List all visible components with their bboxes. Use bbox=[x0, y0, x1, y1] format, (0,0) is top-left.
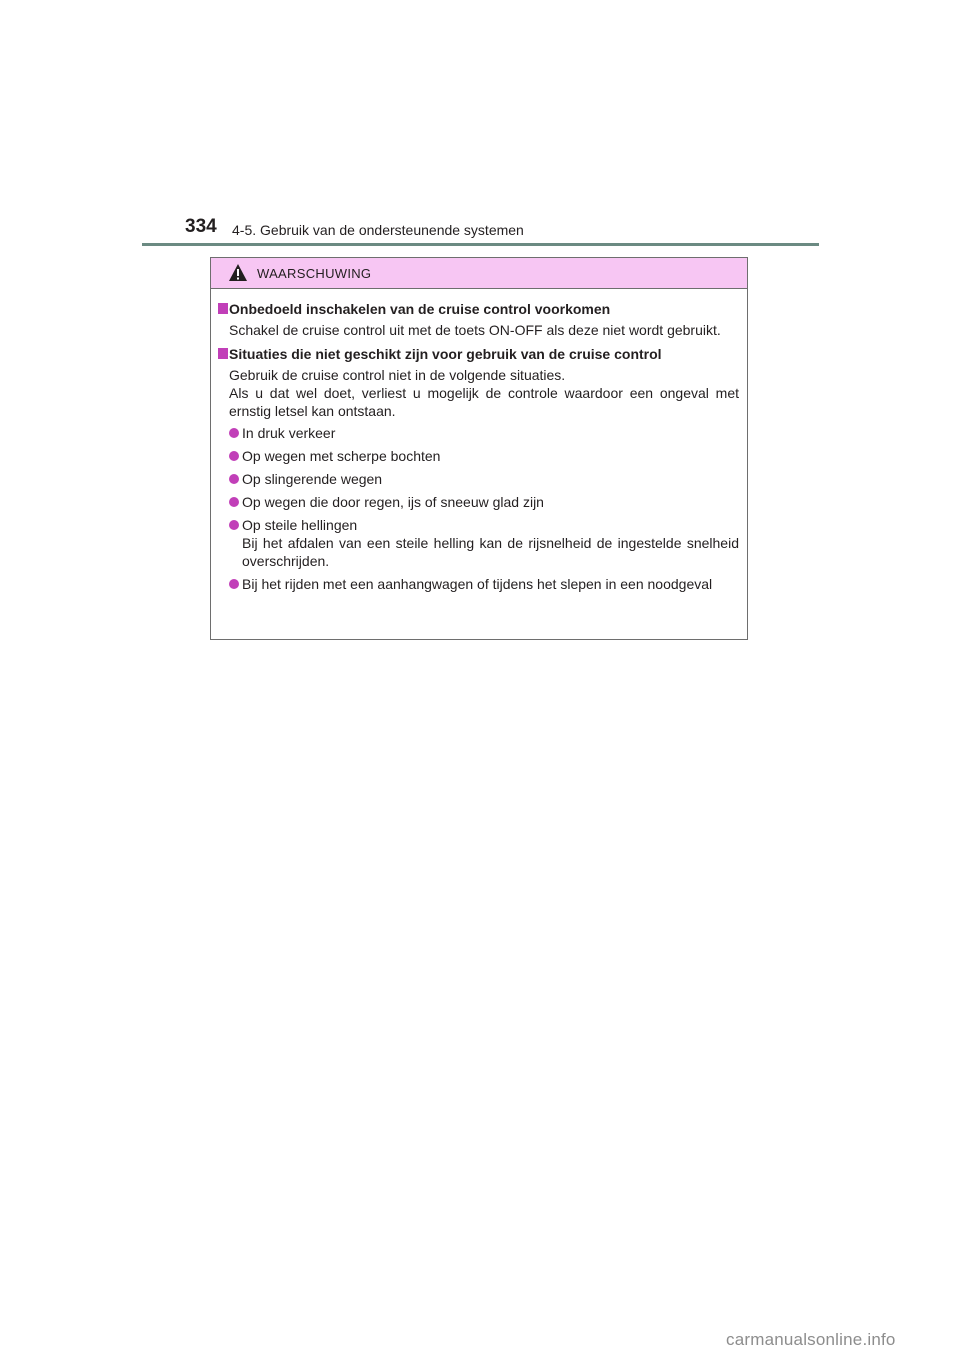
warning-box bbox=[210, 257, 748, 640]
warning-body bbox=[218, 300, 743, 599]
topic-text: Schakel de cruise control uit met de toets ON-OFF als deze niet wordt gebruikt. bbox=[229, 322, 721, 338]
topic-heading bbox=[229, 300, 743, 318]
warning-topic bbox=[218, 300, 743, 339]
topic-text-line: Als u dat wel doet, verliest u mogelijk de controle waardoor een ongeval met ernstig letsel kan ontstaan. bbox=[229, 385, 739, 419]
topic-heading-text: Onbedoeld inschakelen van de cruise control voorkomen bbox=[229, 301, 611, 317]
round-bullet-icon bbox=[229, 474, 239, 484]
list-item-text: Op slingerende wegen bbox=[242, 471, 383, 487]
header-divider bbox=[142, 243, 819, 246]
page-number: 334 bbox=[185, 216, 217, 237]
round-bullet-icon bbox=[229, 497, 239, 507]
topic-text-line: Gebruik de cruise control niet in de volgende situaties. bbox=[229, 367, 566, 383]
list-item-text: In druk verkeer bbox=[242, 425, 336, 441]
topic-heading-text: Situaties die niet geschikt zijn voor gebruik van de cruise control bbox=[229, 346, 662, 362]
list-item bbox=[229, 470, 743, 488]
bullet-list bbox=[229, 424, 743, 593]
round-bullet-icon bbox=[229, 520, 239, 530]
list-item bbox=[229, 575, 743, 593]
list-item bbox=[229, 424, 743, 442]
round-bullet-icon bbox=[229, 428, 239, 438]
warning-topic bbox=[218, 345, 743, 593]
round-bullet-icon bbox=[229, 579, 239, 589]
round-bullet-icon bbox=[229, 451, 239, 461]
list-item bbox=[229, 516, 743, 570]
warning-header bbox=[211, 258, 747, 289]
topic-heading bbox=[229, 345, 743, 363]
watermark: carmanualsonline.info bbox=[726, 1330, 896, 1349]
square-bullet-icon bbox=[218, 348, 228, 359]
list-item-text: Op steile hellingen bbox=[242, 517, 358, 533]
warning-triangle-icon bbox=[228, 263, 248, 282]
list-item-text: Op wegen die door regen, ijs of sneeuw glad zijn bbox=[242, 494, 544, 510]
warning-title: WAARSCHUWING bbox=[257, 266, 372, 281]
topic-text bbox=[229, 366, 743, 420]
list-item-text: Op wegen met scherpe bochten bbox=[242, 448, 441, 464]
square-bullet-icon bbox=[218, 303, 228, 314]
section-title: 4-5. Gebruik van de ondersteunende systemen bbox=[232, 222, 524, 238]
list-item bbox=[229, 447, 743, 465]
list-item-detail: Bij het afdalen van een steile helling kan de rijsnelheid de ingestelde snelheid overschrijden. bbox=[242, 535, 739, 569]
list-item-text: Bij het rijden met een aanhangwagen of tijdens het slepen in een noodgeval bbox=[242, 576, 713, 592]
list-item bbox=[229, 493, 743, 511]
